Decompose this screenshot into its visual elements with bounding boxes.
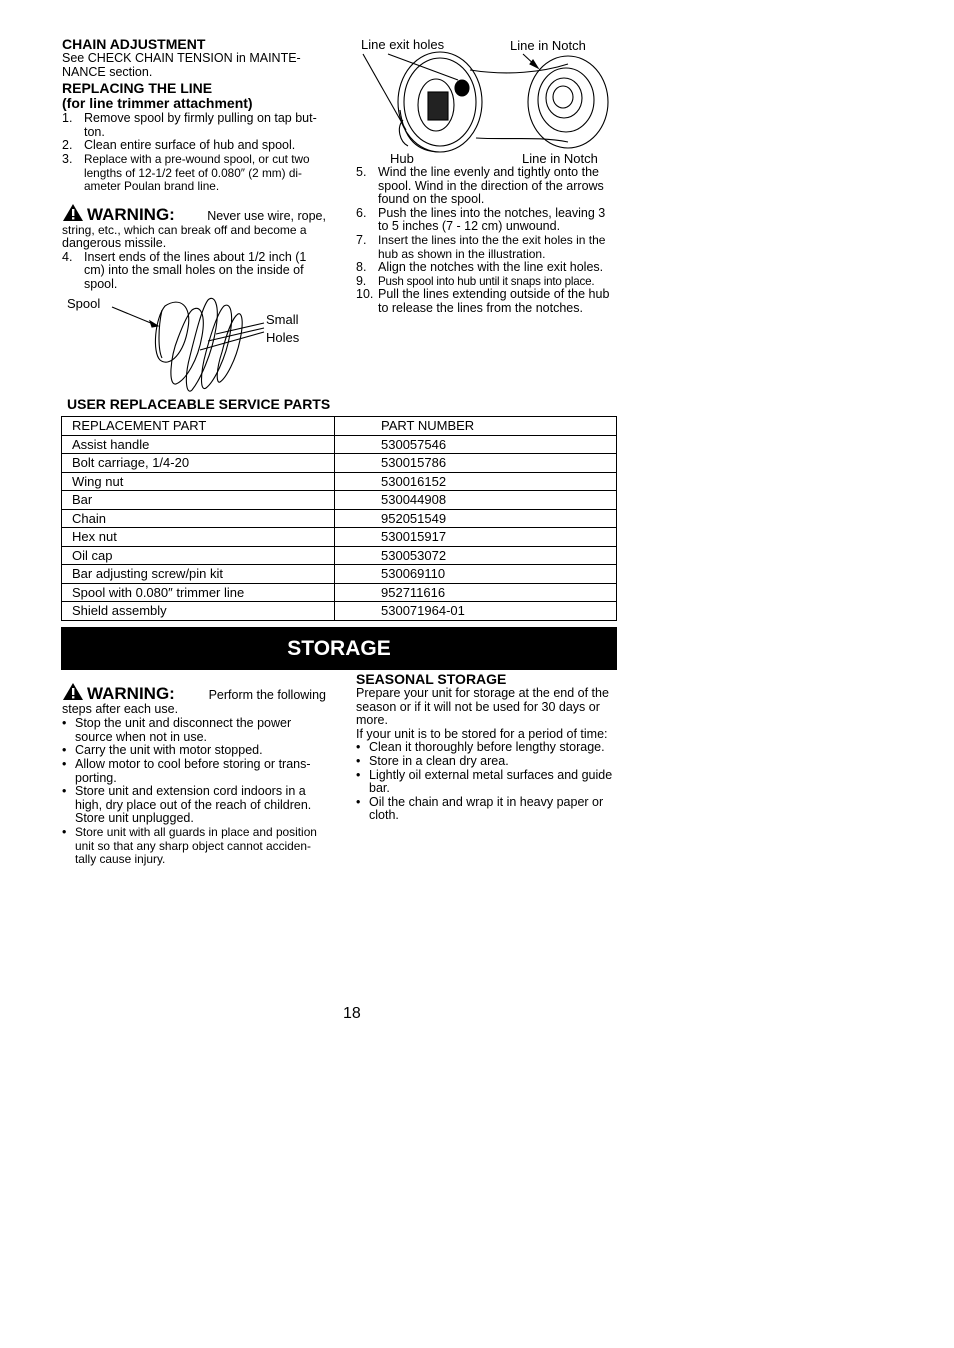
spool-illustration [100,288,270,398]
list-item: 10. Pull the lines extending outside of the hub to release the lines from the notches. [356,287,610,315]
table-row [62,472,617,491]
table-row [62,602,617,621]
seasonal-intro-3: more. [356,713,388,728]
warning-text-2: string, etc., which can break off and become a [62,222,307,237]
list-item: 4. Insert ends of the lines about 1/2 inch (1 cm) into the small holes on the inside of spool. [62,249,307,291]
seasonal-period-line: If your unit is to be stored for a period of time: [356,726,608,741]
page-number: 18 [343,1005,361,1022]
hub-illustration [358,50,620,158]
table-cell: Bolt carriage, 1/4-20 [62,454,335,473]
line-in-notch-top-label: Line in Notch [510,38,586,53]
line-in-notch-bottom-label: Line in Notch [522,151,598,166]
line-warning [62,203,326,292]
parts-table [61,416,617,621]
table-cell: Shield assembly [62,602,335,621]
warning-text-1: Never use wire, rope, [207,209,326,223]
list-item: 7. Insert the lines into the the exit holes in the hub as shown in the illustration. [356,232,606,261]
line-exit-holes-label: Line exit holes [361,37,445,52]
list-item: • Allow motor to cool before storing or trans- porting. [62,756,311,785]
replacing-line-subheading: (for line trimmer attachment) [62,95,253,112]
replacing-line-heading: REPLACING THE LINE [62,80,213,97]
header-part-number: PART NUMBER [335,417,617,436]
table-cell: 530015917 [335,528,617,547]
table-cell: Spool with 0.080″ trimmer line [62,583,335,602]
chain-adjustment-heading: CHAIN ADJUSTMENT [62,36,206,52]
right-steps [356,166,620,316]
chain-adjustment-text-1: See CHECK CHAIN TENSION in MAINTE- [62,51,301,65]
storage-banner: STORAGE [61,627,617,670]
seasonal-bullets [356,741,620,823]
list-item: 6. Push the lines into the notches, leaving 3 to 5 inches (7 - 12 cm) unwound. [356,205,606,234]
table-cell: 530057546 [335,435,617,454]
list-item: 9. Push spool into hub until it snaps into place. [356,273,595,288]
table-row [62,565,617,584]
list-item: • Store unit and extension cord indoors in a high, dry place out of the reach of children. Store unit unplugged. [62,784,312,826]
list-item: • Oil the chain and wrap it in heavy paper or cloth. [356,794,604,823]
table-cell: 530071964-01 [335,602,617,621]
table-cell: Oil cap [62,546,335,565]
seasonal-intro-1: Prepare your unit for storage at the end of the [356,686,609,700]
table-cell: 530053072 [335,546,617,565]
table-cell: Assist handle [62,435,335,454]
spool-label: Spool [67,296,101,311]
list-item: 5. Wind the line evenly and tightly onto the spool. Wind in the direction of the arrows found on the spool. [356,165,604,207]
replacing-line-steps [62,112,326,194]
table-cell: 952051549 [335,509,617,528]
table-cell: 952711616 [335,583,617,602]
warning-text-3: dangerous missile. [62,236,167,251]
table-cell: Chain [62,509,335,528]
table-row [62,454,617,473]
storage-warning-section [62,682,326,867]
storage-bullets [62,717,326,867]
list-item: 1. Remove spool by firmly pulling on tap but- ton. [62,111,317,139]
list-item: 8. Align the notches with the line exit holes. [356,260,604,275]
hub-label: Hub [390,151,414,166]
step-4 [62,251,326,292]
warning-triangle-icon [62,682,84,701]
seasonal-intro-2: season or if it will not be used for 30 days or [356,699,600,714]
table-row [62,528,617,547]
table-cell: 530015786 [335,454,617,473]
table-cell: Wing nut [62,472,335,491]
warning-text-2: steps after each use. [62,701,179,716]
table-row [62,583,617,602]
list-item: • Store in a clean dry area. [356,753,509,768]
parts-table-heading: USER REPLACEABLE SERVICE PARTS [67,396,331,412]
table-cell: Hex nut [62,528,335,547]
warning-title: WARNING: [87,684,175,703]
chain-adjustment-section [62,37,326,194]
table-header-row [62,417,617,436]
small-label: Small [266,312,299,327]
table-row [62,435,617,454]
table-cell: 530069110 [335,565,617,584]
table-cell: 530016152 [335,472,617,491]
warning-triangle-icon [62,203,84,222]
chain-adjustment-text-2: NANCE section. [62,64,153,79]
table-row [62,546,617,565]
header-replacement-part: REPLACEMENT PART [62,417,335,436]
warning-title: WARNING: [87,205,175,224]
list-item: 2. Clean entire surface of hub and spool. [62,138,296,153]
table-row [62,509,617,528]
holes-label: Holes [266,330,300,345]
list-item: • Lightly oil external metal surfaces and guide bar. [356,767,613,796]
seasonal-storage-section [356,672,620,823]
list-item: • Carry the unit with motor stopped. [62,743,263,758]
table-cell: Bar [62,491,335,510]
list-item: 3. Replace with a pre-wound spool, or cut two lengths of 12-1/2 feet of 0.080″ (2 mm) di- ameter Poulan brand line. [62,151,310,194]
table-cell: 530044908 [335,491,617,510]
warning-text-1: Perform the following [208,688,326,702]
list-item: • Clean it thoroughly before lengthy storage. [356,740,605,755]
table-row [62,491,617,510]
seasonal-storage-heading: SEASONAL STORAGE [356,671,507,687]
list-item: • Store unit with all guards in place and position unit so that any sharp object cannot acciden- tally cause injury. [62,824,317,867]
table-cell: Bar adjusting screw/pin kit [62,565,335,584]
list-item: • Stop the unit and disconnect the power source when not in use. [62,716,292,744]
